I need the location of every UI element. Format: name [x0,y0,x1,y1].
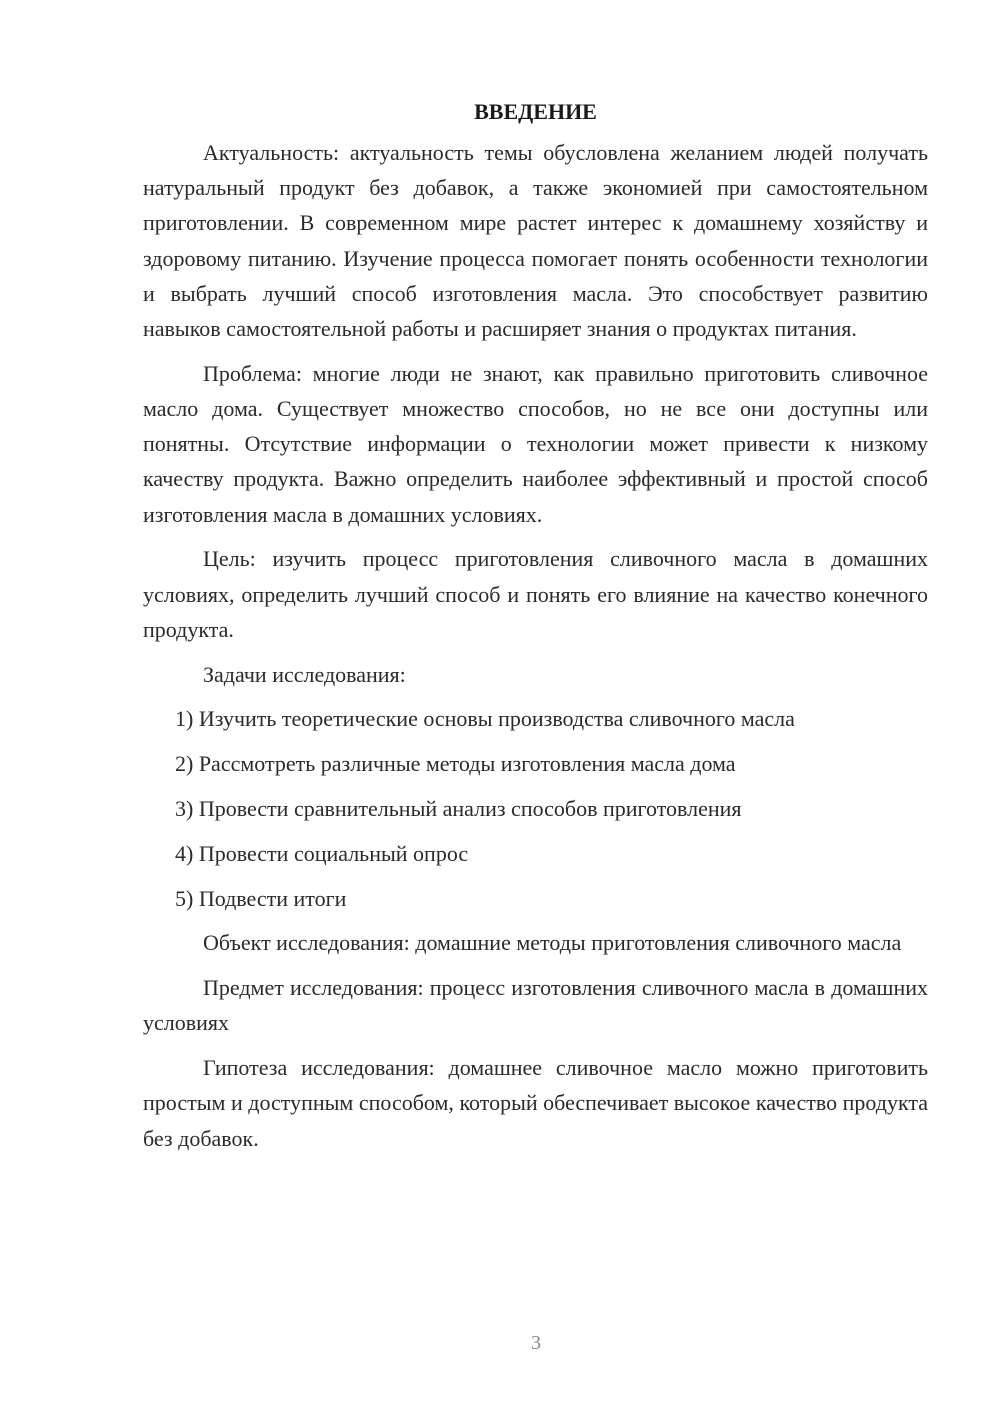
tasks-heading: Задачи исследования: [203,661,406,687]
relevance-paragraph: Актуальность: актуальность темы обусловлена желанием людей получать натуральный продукт без добавок, а также экономией при самостоятельном приготовлении. В современном мире растет интерес к домашнему хозяйству и здоровому питанию. Изучение процесса помогает понять особенности технологии и выбрать лучший способ изготовления масла. Это способствует развитию навыков самостоятельной работы и расширяет знания о продуктах питания. [143,140,928,342]
object-paragraph: Объект исследования: домашние методы приготовления сливочного масла [203,930,902,956]
task-item: 2) Рассмотреть различные методы изготовления масла дома [175,751,736,777]
page-content [143,94,928,1165]
subject-paragraph: Предмет исследования: процесс изготовления сливочного масла в домашних условиях [143,975,928,1036]
goal-paragraph: Цель: изучить процесс приготовления сливочного масла в домашних условиях, определить лучший способ и понять его влияние на качество конечного продукта. [143,546,928,642]
page-number: 3 [531,1332,541,1354]
task-item: 3) Провести сравнительный анализ способов приготовления [175,796,742,822]
task-item: 5) Подвести итоги [175,885,347,911]
problem-paragraph: Проблема: многие люди не знают, как правильно приготовить сливочное масло дома. Существует множество способов, но не все они доступны или понятны. Отсутствие информации о технологии может привести к низкому качеству продукта. Важно определить наиболее эффективный и простой способ изготовления масла в домашних условиях. [143,360,928,527]
tasks-list [143,701,928,915]
hypothesis-paragraph: Гипотеза исследования: домашнее сливочное масло можно приготовить простым и доступным способом, который обеспечивает высокое качество продукта без добавок. [143,1055,928,1151]
task-item: 4) Провести социальный опрос [175,840,469,866]
task-item: 1) Изучить теоретические основы производства сливочного масла [175,706,795,732]
page-title: ВВЕДЕНИЕ [474,99,597,124]
